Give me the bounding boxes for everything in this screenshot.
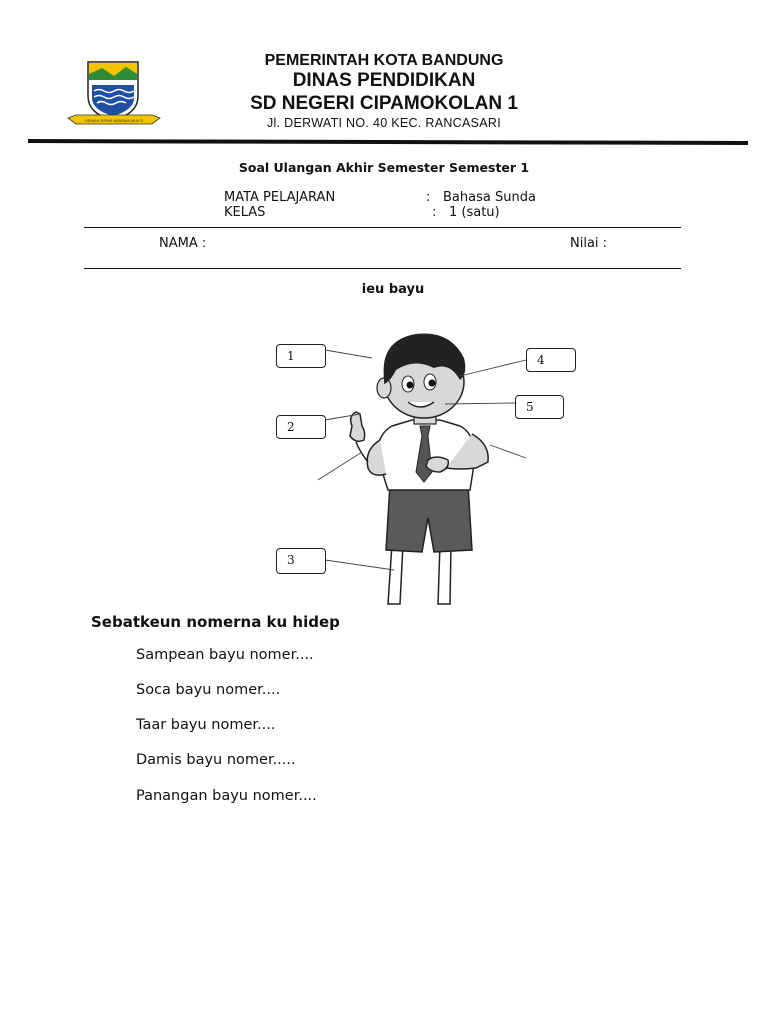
logo-ribbon-text: GEMAH RIPAH WIBAWA MUKTI — [84, 118, 144, 123]
header-school-name: SD NEGERI CIPAMOKOLAN 1 — [250, 93, 518, 114]
student-name-label: NAMA : — [159, 236, 207, 251]
header-government: PEMERINTAH KOTA BANDUNG — [264, 52, 504, 69]
question-item: Panangan bayu nomer.... — [136, 788, 317, 804]
exam-title: Soal Ulangan Akhir Semester Semester 1 — [238, 160, 530, 175]
class-value: 1 (satu) — [449, 205, 500, 220]
class-separator: : — [432, 205, 437, 220]
score-label: Nilai : — [570, 236, 608, 251]
callout-box-4: 4 — [526, 348, 576, 372]
header-address: Jl. DERWATI NO. 40 KEC. RANCASARI — [266, 116, 501, 130]
subject-label: MATA PELAJARAN — [224, 190, 336, 205]
question-item: Soca bayu nomer.... — [136, 682, 281, 698]
question-item: Taar bayu nomer.... — [136, 717, 276, 733]
callout-box-3: 3 — [276, 548, 326, 574]
callout-box-5: 5 — [515, 395, 564, 419]
callout-box-1: 1 — [276, 344, 326, 368]
question-item: Damis bayu nomer..... — [136, 752, 296, 768]
subject-separator: : — [426, 190, 431, 205]
figure-title: ieu bayu — [361, 282, 425, 297]
class-label: KELAS — [224, 205, 266, 220]
subject-value: Bahasa Sunda — [443, 190, 536, 205]
question-item: Sampean bayu nomer.... — [136, 647, 314, 663]
questions-heading: Sebatkeun nomerna ku hidep — [91, 613, 340, 631]
callout-box-2: 2 — [276, 415, 326, 439]
header-department: DINAS PENDIDIKAN — [292, 70, 476, 91]
